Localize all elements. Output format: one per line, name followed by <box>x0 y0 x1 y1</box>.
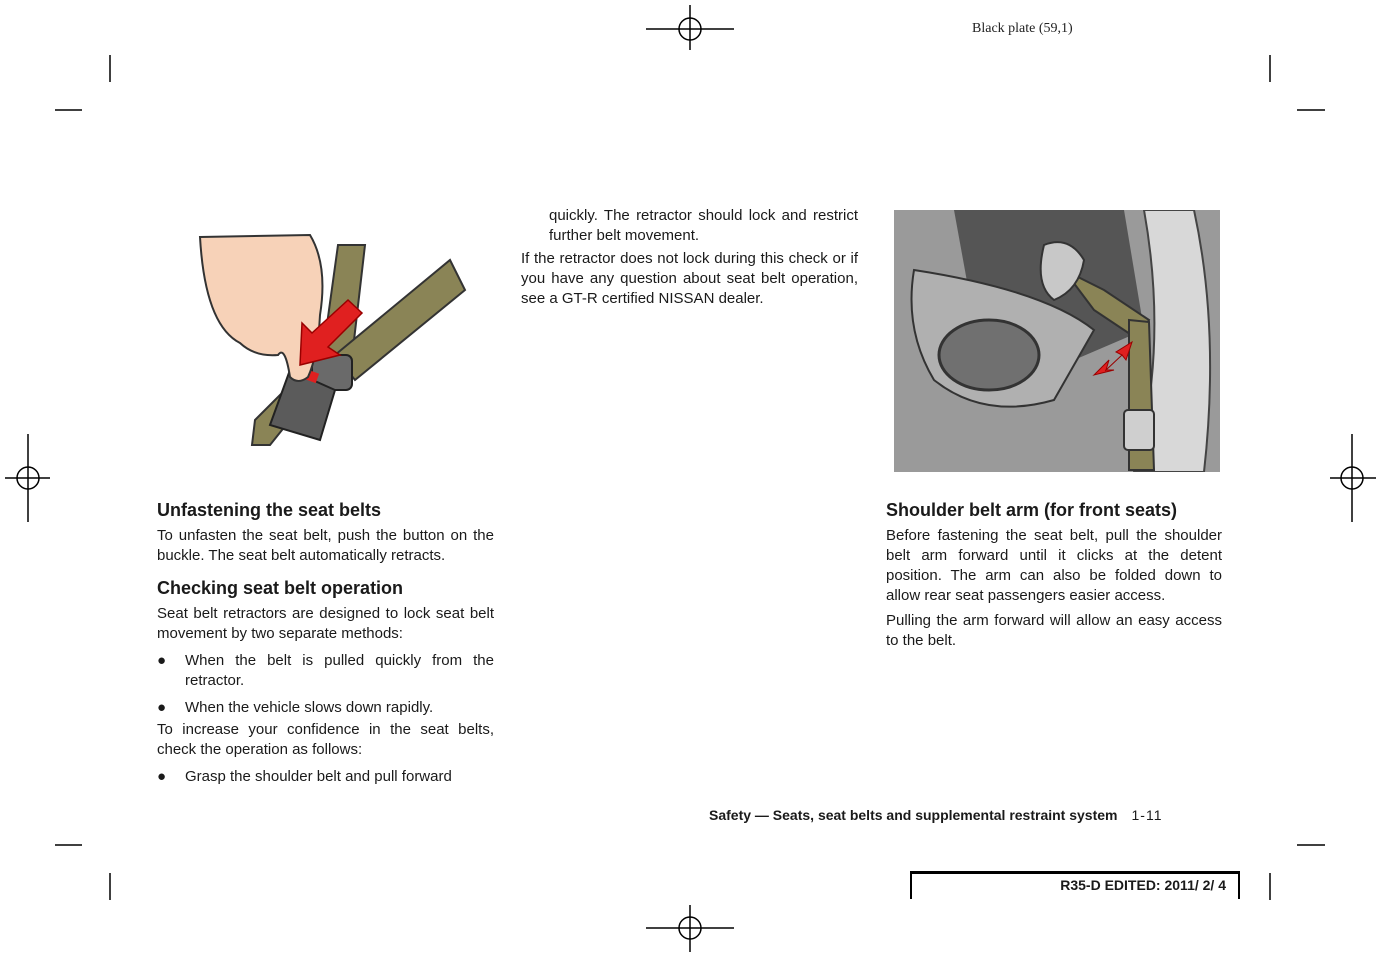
section-heading: Shoulder belt arm (for front seats) <box>886 500 1178 520</box>
paragraph: To increase your confidence in the seat belts, check the operation as follows: <box>157 721 494 758</box>
edited-box <box>910 871 1240 899</box>
bullet-icon: ● <box>157 652 167 669</box>
left-column <box>157 498 494 787</box>
bullet-continuation: quickly. The retractor should lock and restrict further belt movement. <box>549 207 858 244</box>
footer-section-title: Safety — Seats, seat belts and supplemental restraint system <box>709 807 1118 823</box>
page-number: 1-11 <box>1131 807 1163 823</box>
bullet-item: ● When the belt is pulled quickly from the retractor. <box>157 652 494 689</box>
bullet-item: ● When the vehicle slows down rapidly. <box>157 699 434 716</box>
buckle-release-illustration <box>160 205 492 447</box>
paragraph: Before fastening the seat belt, pull the shoulder belt arm forward until it clicks at the detent position. The arm can also be folded down to allow rear seat passengers easier access. <box>886 527 1222 604</box>
paragraph: Pulling the arm forward will allow an easy access to the belt. <box>886 612 1222 649</box>
bullet-icon: ● <box>157 768 167 785</box>
paragraph: To unfasten the seat belt, push the button on the buckle. The seat belt automatically retracts. <box>157 527 494 564</box>
page-footer <box>709 807 1162 823</box>
edited-stamp: R35-D EDITED: 2011/ 2/ 4 <box>1060 877 1226 893</box>
section-heading: Checking seat belt operation <box>157 578 404 598</box>
section-heading: Unfastening the seat belts <box>157 500 382 520</box>
paragraph: If the retractor does not lock during this check or if you have any question about seat belt operation, see a GT-R certified NISSAN dealer. <box>521 250 858 307</box>
bullet-item: ● Grasp the shoulder belt and pull forward <box>157 768 452 785</box>
paragraph: Seat belt retractors are designed to lock seat belt movement by two separate methods: <box>157 605 494 642</box>
right-column <box>886 498 1222 651</box>
plate-label: Black plate (59,1) <box>972 21 1073 36</box>
bullet-icon: ● <box>157 699 167 716</box>
middle-column <box>521 206 858 309</box>
shoulder-belt-arm-illustration <box>894 210 1220 472</box>
